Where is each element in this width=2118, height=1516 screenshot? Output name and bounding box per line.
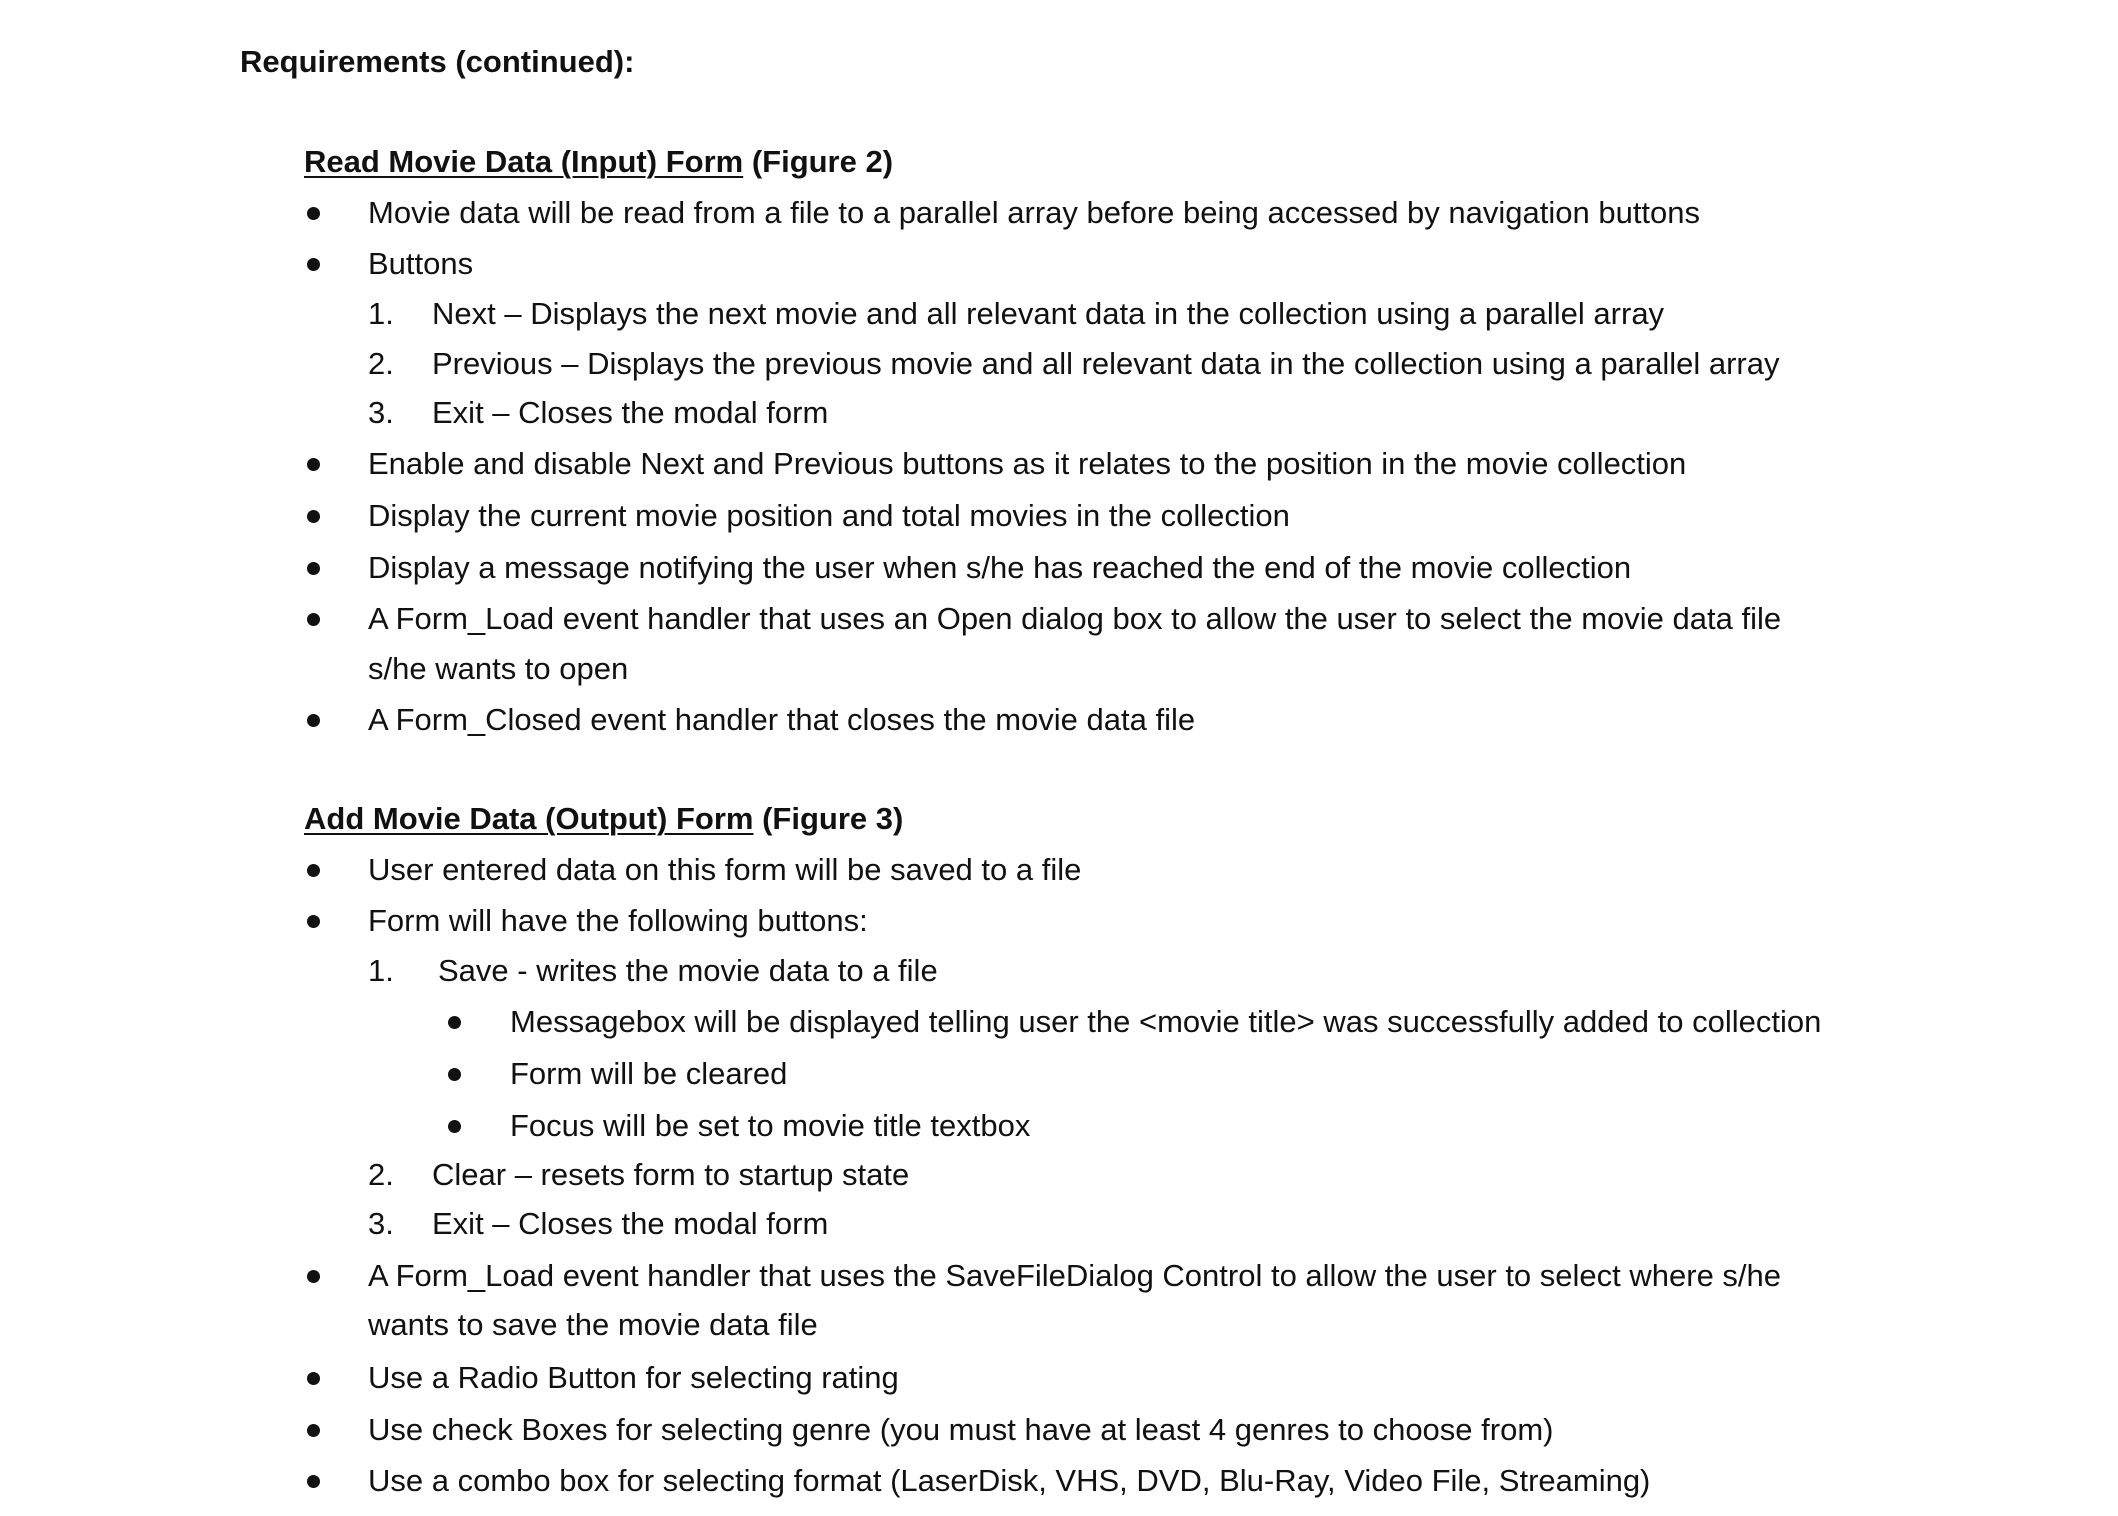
list-item: Buttons xyxy=(368,246,474,281)
list-item: Use check Boxes for selecting genre (you must have at least 4 genres to choose from) xyxy=(368,1412,1554,1447)
list-item: Use a combo box for selecting format (LaserDisk, VHS, DVD, Blu-Ray, Video File, Streaming) xyxy=(368,1463,1651,1498)
section-figure-ref-add-form: (Figure 3) xyxy=(753,801,904,836)
list-number: 2. xyxy=(368,346,394,381)
sub-list-item: Messagebox will be displayed telling user the <movie title> was successfully added to collection xyxy=(510,1004,1822,1039)
numbered-item: Clear – resets form to startup state xyxy=(432,1157,910,1192)
bullet-icon xyxy=(307,510,320,523)
bullet-icon xyxy=(307,714,320,727)
numbered-item: Previous – Displays the previous movie and all relevant data in the collection using a parallel array xyxy=(432,346,1780,381)
numbered-item: Next – Displays the next movie and all relevant data in the collection using a parallel array xyxy=(432,296,1665,331)
bullet-icon xyxy=(307,458,320,471)
section-heading-add-form xyxy=(304,801,903,837)
bullet-icon xyxy=(307,258,320,271)
list-number: 3. xyxy=(368,395,394,430)
section-title-add-form: Add Movie Data (Output) Form xyxy=(304,801,754,836)
numbered-item: Save - writes the movie data to a file xyxy=(438,953,938,988)
bullet-icon xyxy=(307,1424,320,1437)
bullet-icon xyxy=(307,1475,320,1488)
list-item-continuation: wants to save the movie data file xyxy=(368,1307,818,1342)
bullet-icon xyxy=(307,1372,320,1385)
numbered-item: Exit – Closes the modal form xyxy=(432,1206,829,1241)
list-item: Enable and disable Next and Previous buttons as it relates to the position in the movie collection xyxy=(368,446,1687,481)
list-item-continuation: s/he wants to open xyxy=(368,651,629,686)
list-item: Movie data will be read from a file to a parallel array before being accessed by navigation buttons xyxy=(368,195,1701,230)
list-item: A Form_Load event handler that uses the SaveFileDialog Control to allow the user to select where s/he xyxy=(368,1258,1782,1293)
bullet-icon xyxy=(307,864,320,877)
bullet-icon xyxy=(307,915,320,928)
list-number: 3. xyxy=(368,1206,394,1241)
list-item: A Form_Closed event handler that closes the movie data file xyxy=(368,702,1196,737)
bullet-icon xyxy=(307,207,320,220)
sub-list-item: Focus will be set to movie title textbox xyxy=(510,1108,1031,1143)
bullet-icon xyxy=(448,1016,461,1029)
bullet-icon xyxy=(448,1068,461,1081)
list-item: Display the current movie position and total movies in the collection xyxy=(368,498,1290,533)
bullet-icon xyxy=(307,613,320,626)
section-title-read-form: Read Movie Data (Input) Form xyxy=(304,144,744,179)
page-heading: Requirements (continued): xyxy=(240,44,635,79)
list-item: User entered data on this form will be saved to a file xyxy=(368,852,1082,887)
list-number: 2. xyxy=(368,1157,394,1192)
list-item: A Form_Load event handler that uses an Open dialog box to allow the user to select the movie data file xyxy=(368,601,1782,636)
numbered-item: Exit – Closes the modal form xyxy=(432,395,829,430)
list-item: Use a Radio Button for selecting rating xyxy=(368,1360,899,1395)
bullet-icon xyxy=(307,562,320,575)
section-figure-ref-read-form: (Figure 2) xyxy=(743,144,894,179)
bullet-icon xyxy=(448,1120,461,1133)
section-heading-read-form xyxy=(304,144,893,180)
list-item: Form will have the following buttons: xyxy=(368,903,868,938)
list-item: Display a message notifying the user when s/he has reached the end of the movie collection xyxy=(368,550,1632,585)
list-number: 1. xyxy=(368,296,394,331)
sub-list-item: Form will be cleared xyxy=(510,1056,788,1091)
list-number: 1. xyxy=(368,953,394,988)
bullet-icon xyxy=(307,1270,320,1283)
